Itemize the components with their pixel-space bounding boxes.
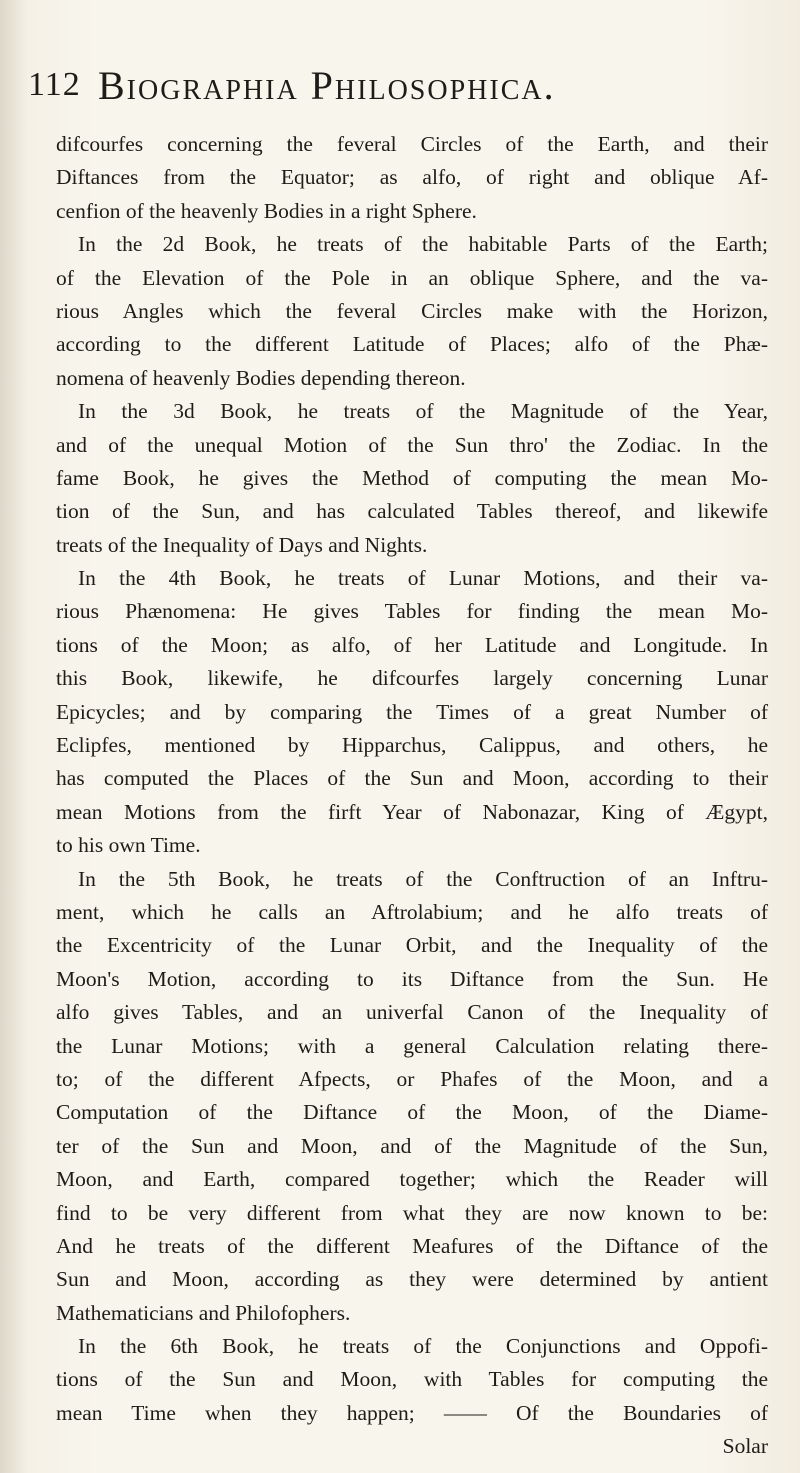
text-line: rious Phænomena: He gives Tables for finding the mean Mo- [56, 599, 768, 624]
text-line: and of the unequal Motion of the Sun thro' the Zodiac. In the [56, 432, 768, 457]
text-line: And he treats of the different Meafures of the Diftance of the [56, 1233, 768, 1258]
text-line: ment, which he calls an Aftrolabium; and he alfo treats of [56, 899, 768, 924]
text-line: nomena of heavenly Bodies depending thereon. [56, 365, 466, 390]
text-line: In the 4th Book, he treats of Lunar Motions, and their va- [78, 566, 768, 591]
catchword: Solar [722, 1434, 768, 1459]
text-line: Moon's Motion, according to its Diftance from the Sun. He [56, 966, 768, 991]
text-line: this Book, likewife, he difcourfes largely concerning Lunar [56, 666, 768, 691]
text-line: to his own Time. [56, 833, 201, 858]
text-line: to; of the different Afpects, or Phafes of the Moon, and a [56, 1066, 768, 1091]
text-line: In the 6th Book, he treats of the Conjunctions and Oppofi- [78, 1334, 768, 1359]
text-line: treats of the Inequality of Days and Nights. [56, 532, 428, 557]
text-line: In the 5th Book, he treats of the Conftruction of an Inftru- [78, 866, 768, 891]
body-text [56, 128, 768, 1464]
page-gutter-shadow [0, 0, 28, 1473]
text-line: the Excentricity of the Lunar Orbit, and the Inequality of the [56, 933, 768, 958]
text-line: alfo gives Tables, and an univerfal Canon of the Inequality of [56, 1000, 768, 1025]
text-line: In the 3d Book, he treats of the Magnitude of the Year, [78, 399, 768, 424]
text-line: Epicycles; and by comparing the Times of a great Number of [56, 699, 768, 724]
text-line: Diftances from the Equator; as alfo, of right and oblique Af- [56, 165, 768, 190]
text-line: the Lunar Motions; with a general Calculation relating there- [56, 1033, 768, 1058]
text-line: mean Time when they happen; —— Of the Boundaries of [56, 1400, 768, 1425]
text-line: according to the different Latitude of Places; alfo of the Phæ- [56, 332, 768, 357]
text-line: find to be very different from what they are now known to be: [56, 1200, 768, 1225]
text-line: In the 2d Book, he treats of the habitable Parts of the Earth; [78, 232, 768, 257]
text-line: cenfion of the heavenly Bodies in a right Sphere. [56, 198, 477, 223]
text-line: has computed the Places of the Sun and Moon, according to their [56, 766, 768, 791]
text-line: Sun and Moon, according as they were determined by antient [56, 1267, 768, 1292]
text-line: rious Angles which the feveral Circles make with the Horizon, [56, 298, 768, 323]
text-line: fame Book, he gives the Method of computing the mean Mo- [56, 465, 768, 490]
text-line: tions of the Moon; as alfo, of her Latitude and Longitude. In [56, 632, 768, 657]
text-line: difcourfes concerning the feveral Circles of the Earth, and their [56, 132, 768, 156]
text-line: tion of the Sun, and has calculated Tables thereof, and likewife [56, 499, 768, 524]
page-number: 112 [28, 66, 81, 103]
text-line: Eclipfes, mentioned by Hipparchus, Calippus, and others, he [56, 733, 768, 758]
text-line: ter of the Sun and Moon, and of the Magnitude of the Sun, [56, 1133, 768, 1158]
page-header [28, 62, 768, 112]
text-line: Moon, and Earth, compared together; which the Reader will [56, 1167, 768, 1192]
text-line: of the Elevation of the Pole in an oblique Sphere, and the va- [56, 265, 768, 290]
text-line: tions of the Sun and Moon, with Tables for computing the [56, 1367, 768, 1392]
text-line: mean Motions from the firft Year of Nabonazar, King of Ægypt, [56, 799, 768, 824]
running-title: Biographia Philosophica. [98, 63, 556, 108]
text-line: Mathematicians and Philofophers. [56, 1300, 351, 1325]
text-line: Computation of the Diftance of the Moon, of the Diame- [56, 1100, 768, 1125]
